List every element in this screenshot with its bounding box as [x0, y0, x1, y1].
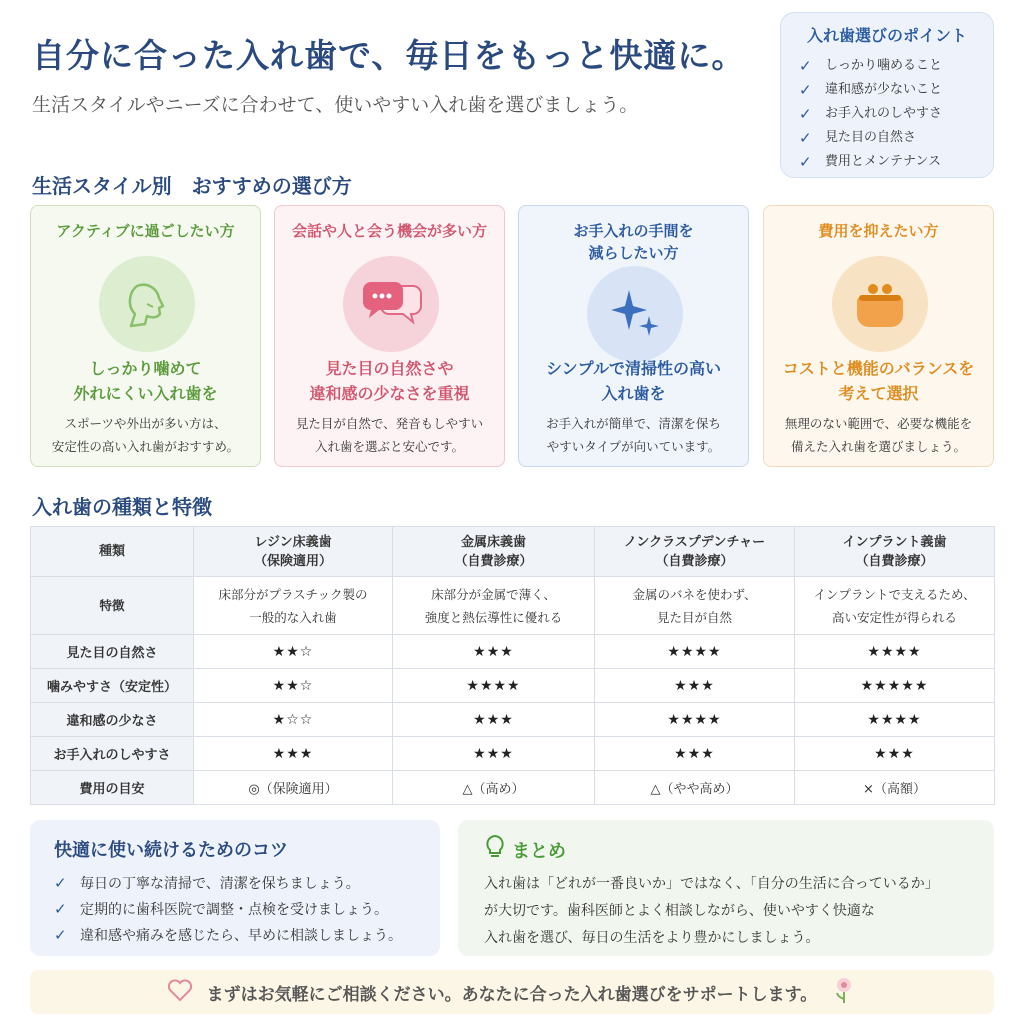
- table-header-row: [31, 527, 995, 577]
- card-description: 見た目が自然で、発音もしやすい 入れ歯を選ぶと安心です。: [295, 416, 484, 454]
- card-description: お手入れが簡単で、清潔を保ち やすいタイプが向いています。: [546, 416, 721, 454]
- row-header: 違和感の少なさ: [31, 703, 194, 737]
- rating-cell: ★★★★: [795, 703, 995, 737]
- check-icon: ✓: [54, 926, 67, 944]
- cost-cell: ◎（保険適用）: [194, 771, 393, 805]
- lifestyle-card-budget: [763, 205, 994, 467]
- rating-cell: ★★★★: [595, 703, 795, 737]
- table-column-header: インプラント義歯 （自費診療）: [795, 527, 995, 577]
- sparkle-icon: [587, 266, 683, 362]
- table-cell: 床部分がプラスチック製の 一般的な入れ歯: [194, 577, 393, 635]
- page-subtitle: 生活スタイルやニーズに合わせて、使いやすい入れ歯を選びましょう。: [32, 94, 639, 116]
- list-item: ✓ 費用とメンテナンス: [799, 150, 975, 174]
- lifestyle-card-easy-care: [518, 205, 749, 467]
- list-item: ✓ 違和感や痛みを感じたら、早めに相談しましょう。: [54, 922, 416, 948]
- lifestyle-section-title: 生活スタイル別 おすすめの選び方: [32, 174, 352, 198]
- table-row: [31, 577, 995, 635]
- rating-cell: ★★★★★: [795, 669, 995, 703]
- table-cell: 金属のバネを使わず、 見た目が自然: [595, 577, 795, 635]
- rating-cell: ★★★★: [595, 635, 795, 669]
- comparison-section-title: 入れ歯の種類と特徴: [32, 495, 212, 519]
- lifestyle-card-active: [30, 205, 261, 467]
- card-heading: 見た目の自然さや 違和感の少なさを重視: [309, 359, 470, 403]
- face-profile-icon: [99, 256, 195, 352]
- table-row: [31, 737, 995, 771]
- rating-cell: ★★★★: [795, 635, 995, 669]
- lifestyle-cards: [30, 205, 994, 467]
- tips-box: [30, 820, 440, 956]
- check-icon: ✓: [799, 57, 812, 75]
- footer-text: まずはお気軽にご相談ください。あなたに合った入れ歯選びをサポートします。: [206, 984, 818, 1005]
- card-heading: シンプルで清掃性の高い 入れ歯を: [546, 359, 721, 403]
- lifestyle-card-conversation: [274, 205, 505, 467]
- cost-cell: △（やや高め）: [595, 771, 795, 805]
- rating-cell: ★★★: [194, 737, 393, 771]
- rating-cell: ★★☆: [194, 669, 393, 703]
- rating-cell: ★★★: [595, 669, 795, 703]
- check-icon: ✓: [799, 81, 812, 99]
- card-description: 無理のない範囲で、必要な機能を 備えた入れ歯を選びましょう。: [784, 416, 973, 454]
- card-title: 費用を抑えたい方: [818, 222, 939, 240]
- rating-cell: ★★★: [393, 737, 595, 771]
- list-item: ✓ 毎日の丁寧な清掃で、清潔を保ちましょう。: [54, 870, 416, 896]
- card-title: 会話や人と会う機会が多い方: [291, 222, 487, 240]
- row-header: 見た目の自然さ: [31, 635, 194, 669]
- card-description: スポーツや外出が多い方は、 安定性の高い入れ歯がおすすめ。: [51, 416, 240, 454]
- consultation-banner: [30, 970, 994, 1014]
- chat-bubbles-icon: [343, 256, 439, 352]
- rating-cell: ★★★: [393, 635, 595, 669]
- table-column-header: レジン床義歯 （保険適用）: [194, 527, 393, 577]
- list-item: ✓ しっかり噛めること: [799, 54, 975, 78]
- cost-cell: △（高め）: [393, 771, 595, 805]
- rating-cell: ★★☆: [194, 635, 393, 669]
- selection-points-box: [780, 12, 994, 178]
- tips-list: [54, 870, 416, 948]
- table-row: [31, 635, 995, 669]
- table-corner-header: 種類: [31, 527, 194, 577]
- flower-icon: [831, 975, 857, 1009]
- card-title: アクティブに過ごしたい方: [56, 222, 235, 240]
- points-list: [799, 54, 975, 174]
- row-header: 費用の目安: [31, 771, 194, 805]
- check-icon: ✓: [799, 105, 812, 123]
- rating-cell: ★★★: [795, 737, 995, 771]
- lightbulb-icon: [484, 834, 512, 865]
- list-item: ✓ 違和感が少ないこと: [799, 78, 975, 102]
- points-title: 入れ歯選びのポイント: [806, 26, 967, 45]
- tips-title: 快適に使い続けるためのコツ: [54, 840, 288, 861]
- table-column-header: ノンクラスプデンチャー （自費診療）: [595, 527, 795, 577]
- rating-cell: ★★★: [393, 703, 595, 737]
- table-cell: インプラントで支えるため、 高い安定性が得られる: [795, 577, 995, 635]
- page-title: 自分に合った入れ歯で、毎日をもっと快適に。: [32, 36, 746, 75]
- rating-cell: ★★★★: [393, 669, 595, 703]
- cost-cell: ×（高額）: [795, 771, 995, 805]
- check-icon: ✓: [799, 153, 812, 171]
- row-header: 特徴: [31, 577, 194, 635]
- table-row: [31, 771, 995, 805]
- check-icon: ✓: [54, 900, 67, 918]
- coin-purse-icon: [832, 256, 928, 352]
- summary-text: 入れ歯は「どれが一番良いか」ではなく、「自分の生活に合っているか」 が大切です。歯科医師とよく相談しながら、使いやすく快適な 入れ歯を選び、毎日の生活をより豊かにしましょう。: [484, 876, 939, 946]
- card-heading: コストと機能のバランスを 考えて選択: [782, 359, 975, 403]
- summary-title: まとめ: [484, 834, 968, 865]
- card-title: お手入れの手間を 減らしたい方: [573, 222, 694, 262]
- table-column-header: 金属床義歯 （自費診療）: [393, 527, 595, 577]
- table-row: [31, 669, 995, 703]
- rating-cell: ★☆☆: [194, 703, 393, 737]
- card-heading: しっかり噛めて 外れにくい入れ歯を: [73, 359, 218, 403]
- denture-comparison-table: [30, 526, 995, 805]
- row-header: 噛みやすさ（安定性）: [31, 669, 194, 703]
- table-row: [31, 703, 995, 737]
- list-item: ✓ 定期的に歯科医院で調整・点検を受けましょう。: [54, 896, 416, 922]
- table-cell: 床部分が金属で薄く、 強度と熱伝導性に優れる: [393, 577, 595, 635]
- list-item: ✓ お手入れのしやすさ: [799, 102, 975, 126]
- list-item: ✓ 見た目の自然さ: [799, 126, 975, 150]
- row-header: お手入れのしやすさ: [31, 737, 194, 771]
- summary-box: [458, 820, 994, 956]
- rating-cell: ★★★: [595, 737, 795, 771]
- check-icon: ✓: [799, 129, 812, 147]
- check-icon: ✓: [54, 874, 67, 892]
- heart-icon: [167, 978, 193, 1006]
